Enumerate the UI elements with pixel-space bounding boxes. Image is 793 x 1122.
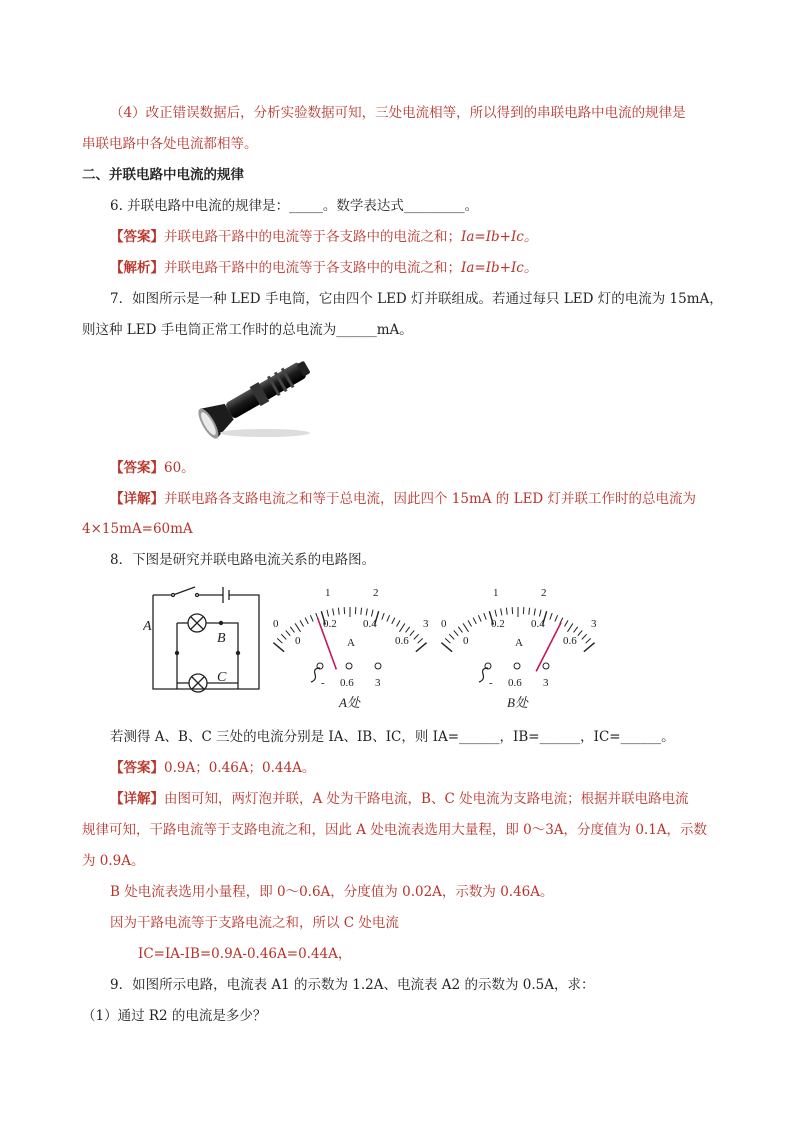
q6-analysis-text: 并联电路干路中的电流等于各支路中的电流之和； xyxy=(164,260,461,276)
scale-tick xyxy=(290,627,294,633)
q8-answer xyxy=(110,758,315,778)
q8-question: 若测得 A、B、C 三处的电流分别是 IA、IB、IC，则 IA=______，IB=______，IC=______。 xyxy=(110,729,675,745)
scale-tick xyxy=(387,615,390,621)
terminal-06: 0.6 xyxy=(508,677,522,689)
tick-top-3: 3 xyxy=(423,618,429,630)
scale-tick xyxy=(454,630,458,635)
q7-line1: 7．如图所示是一种 LED 手电筒，它由四个 LED 灯并联组成。若通过每只 LED 灯的电流为 15mA， xyxy=(110,291,723,307)
scale-tick xyxy=(338,608,339,615)
detail-tag: 【详解】 xyxy=(110,491,164,507)
p4-line2: 串联电路中各处电流都相等。 xyxy=(82,136,258,152)
detail-tag: 【详解】 xyxy=(110,791,164,807)
q7-detail xyxy=(110,489,696,509)
q9-line1: 9．如图所示电路，电流表 A1 的示数为 1.2A、电流表 A2 的示数为 0.5A，求： xyxy=(110,977,595,993)
scale-tick xyxy=(539,610,541,617)
tick-top-0: 0 xyxy=(273,618,279,630)
scale-tick xyxy=(371,610,373,617)
caption: B处 xyxy=(507,695,528,710)
q6-answer-text: 并联电路干路中的电流等于各支路中的电流之和； xyxy=(164,229,461,245)
scale-tick xyxy=(333,609,334,616)
q7-answer xyxy=(110,458,195,478)
flashlight-image xyxy=(195,345,325,445)
scale-tick xyxy=(410,630,414,635)
label-b: B xyxy=(217,631,226,646)
terminal-3: 3 xyxy=(543,677,549,689)
q6-analysis-expr: Ia=Ib+Ic。 xyxy=(461,260,538,276)
terminal-neg: - xyxy=(321,677,325,689)
scale-tick xyxy=(399,623,404,631)
scale-tick xyxy=(449,634,454,639)
scale-tick xyxy=(586,638,591,643)
scale-tick xyxy=(327,610,329,617)
q6-answer-expr: Ia=Ib+Ic。 xyxy=(461,229,538,245)
answer-tag: 【答案】 xyxy=(110,460,164,476)
scale-tick xyxy=(273,643,284,652)
terminal-06: 0.6 xyxy=(340,677,354,689)
scale-tick xyxy=(578,630,582,635)
scale-tick xyxy=(406,627,410,633)
scale-tick xyxy=(392,618,395,624)
scale-tick xyxy=(286,630,290,635)
scale-tick xyxy=(418,638,423,643)
scale-tick xyxy=(414,634,419,639)
unit: A xyxy=(515,637,523,649)
p4-line1: （4）改正错误数据后，分析实验数据可知，三处电流相等，所以得到的串联电路中电流的规律是 xyxy=(110,105,686,121)
q9-line2: （1）通过 R2 的电流是多少？ xyxy=(82,1008,267,1024)
scale-tick xyxy=(445,638,450,643)
scale-tick xyxy=(361,608,362,615)
answer-tag: 【答案】 xyxy=(110,760,164,776)
section-heading: 二、并联电路中电流的规律 xyxy=(82,167,244,183)
q7-detail-line2: 4×15mA=60mA xyxy=(82,521,193,537)
tick-bot-2: 0.4 xyxy=(531,618,545,630)
scale-tick xyxy=(529,608,530,615)
scale-tick xyxy=(574,627,578,633)
tick-bot-1: 0.2 xyxy=(491,618,505,630)
q8-detail-text: 由图可知，两灯泡并联，A 处为干路电流，B、C 处电流为支路电流；根据并联电路电流 xyxy=(164,791,689,807)
answer-tag: 【答案】 xyxy=(110,229,164,245)
tick-bot-0: 0 xyxy=(295,635,301,647)
tick-bot-3: 0.6 xyxy=(395,635,409,647)
scale-tick xyxy=(567,623,572,631)
scale-tick xyxy=(366,609,367,616)
scale-tick xyxy=(473,618,476,624)
q8-title: 8．下图是研究并联电路电流关系的电路图。 xyxy=(110,552,376,568)
scale-tick xyxy=(501,609,502,616)
q8-detail-line6: IC=IA-IB=0.9A-0.46A=0.44A， xyxy=(138,946,352,962)
terminal-3: 3 xyxy=(375,677,381,689)
q7-detail-text: 并联电路各支路电流之和等于总电流，因此四个 15mA 的 LED 灯并联工作时的总电流为 xyxy=(164,491,697,507)
tick-top-0: 0 xyxy=(441,618,447,630)
label-c: C xyxy=(217,670,227,685)
scale-tick xyxy=(555,615,558,621)
scale-tick xyxy=(495,610,497,617)
q6-analysis xyxy=(110,258,537,278)
scale-tick xyxy=(281,634,286,639)
scale-tick xyxy=(463,623,468,631)
scale-tick xyxy=(484,613,486,620)
scale-tick xyxy=(305,618,308,624)
tick-top-2: 2 xyxy=(373,587,379,599)
ammeter-a xyxy=(265,582,435,712)
scale-tick xyxy=(478,615,481,621)
scale-tick xyxy=(382,613,384,620)
scale-tick xyxy=(441,643,452,652)
q7-line2: 则这种 LED 手电筒正常工作时的总电流为______mA。 xyxy=(82,322,413,338)
label-a: A xyxy=(143,619,152,634)
tick-bot-1: 0.2 xyxy=(323,618,337,630)
tick-top-1: 1 xyxy=(493,587,499,599)
q8-detail xyxy=(110,789,689,809)
q8-answer-text: 0.9A；0.46A；0.44A。 xyxy=(164,760,316,776)
q6-answer xyxy=(110,227,537,247)
tick-top-1: 1 xyxy=(325,587,331,599)
terminal-neg: - xyxy=(489,677,493,689)
q8-detail-line4: B 处电流表选用小量程，即 0～0.6A，分度值为 0.02A，示数为 0.46A。 xyxy=(110,884,554,900)
scale-tick xyxy=(582,634,587,639)
scale-tick xyxy=(416,643,427,652)
scale-tick xyxy=(534,609,535,616)
q8-detail-line5: 因为干路电流等于支路电流之和，所以 C 处电流 xyxy=(110,915,399,931)
scale-tick xyxy=(295,623,300,631)
analysis-tag: 【解析】 xyxy=(110,260,164,276)
tick-top-3: 3 xyxy=(591,618,597,630)
scale-tick xyxy=(584,643,595,652)
ammeter-b xyxy=(433,582,603,712)
scale-tick xyxy=(506,608,507,615)
tick-bot-0: 0 xyxy=(463,635,469,647)
scale-tick xyxy=(468,620,472,626)
q8-detail-line2: 规律可知，干路电流等于支路电流之和，因此 A 处电流表选用大量程，即 0～3A，分度值为 0.1A，示数 xyxy=(82,822,708,838)
tick-bot-2: 0.4 xyxy=(363,618,377,630)
scale-tick xyxy=(397,620,401,626)
scale-tick xyxy=(550,613,552,620)
tick-top-2: 2 xyxy=(541,587,547,599)
q6-text: 6. 并联电路中电流的规律是：_____。数学表达式_________。 xyxy=(110,198,479,214)
scale-tick xyxy=(565,620,569,626)
scale-tick xyxy=(300,620,304,626)
scale-tick xyxy=(310,615,313,621)
q8-detail-line3: 为 0.9A。 xyxy=(82,853,145,869)
scale-tick xyxy=(277,638,282,643)
scale-tick xyxy=(458,627,462,633)
tick-bot-3: 0.6 xyxy=(563,635,577,647)
q7-answer-text: 60。 xyxy=(164,460,195,476)
circuit-diagram xyxy=(143,585,263,697)
unit: A xyxy=(347,637,355,649)
caption: A处 xyxy=(339,695,360,710)
